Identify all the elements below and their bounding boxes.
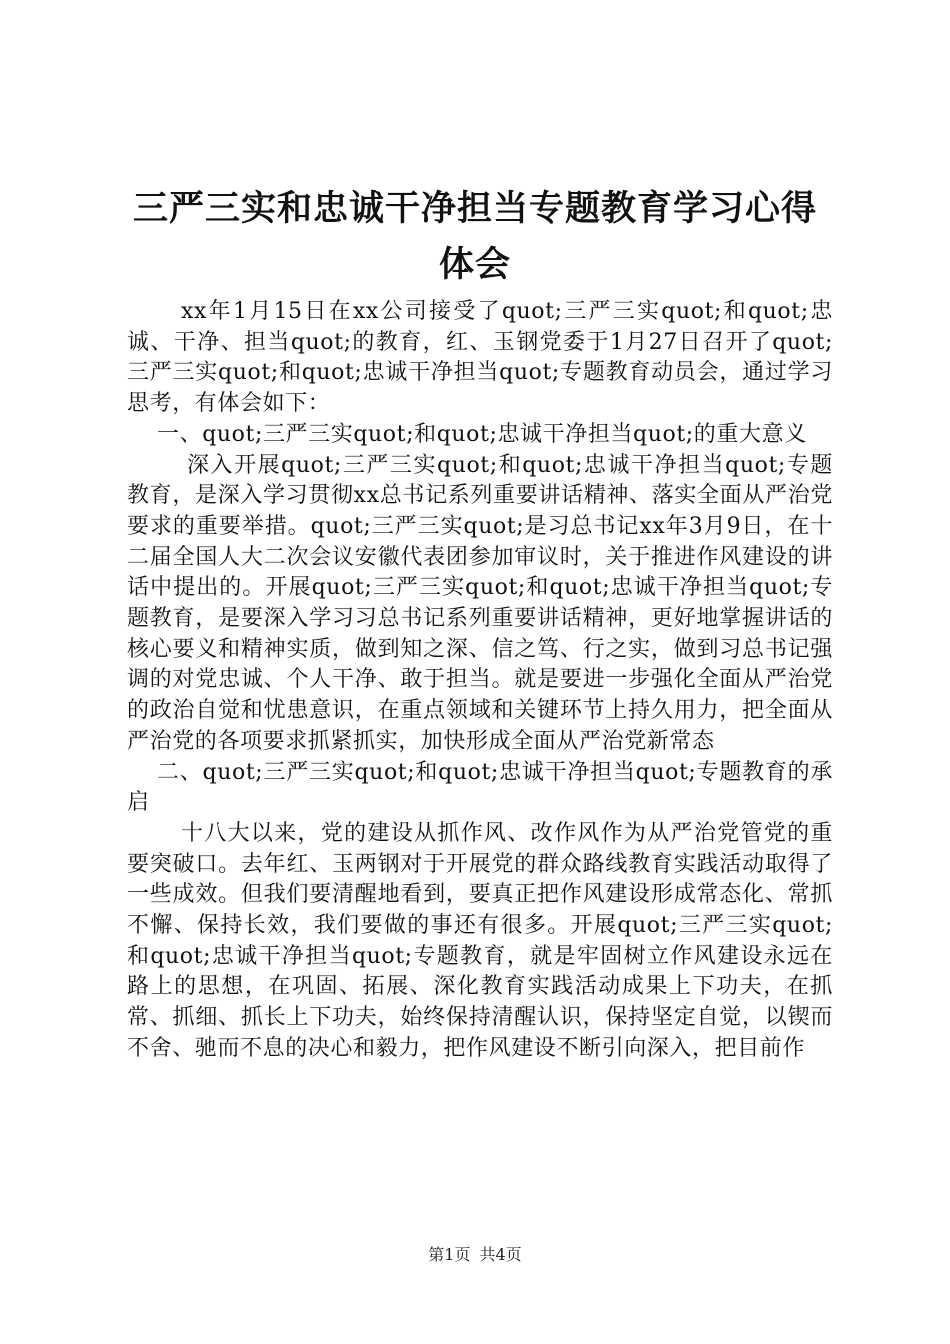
- body-paragraph-1: 深入开展quot;三严三实quot;和quot;忠诚干净担当quot;专题教育，是深入学习贯彻xx总书记系列重要讲话精神、落实全面从严治党要求的重要举措。quot;三严三实quot;是习总书记xx年3月9日，在十二届全国人大二次会议安徽代表团参加审议时，关于推进作风建设的讲话中提出的。开展quot;三严三实quot;和quot;忠诚干净担当quot;专题教育，是要深入学习习总书记系列重要讲话精神，更好地掌握讲话的核心要义和精神实质，做到知之深、信之笃、行之实，做到习总书记强调的对党忠诚、个人干净、敢于担当。就是要进一步强化全面从严治党的政治自觉和忧患意识，在重点领域和关键环节上持久用力，把全面从严治党的各项要求抓紧抓实，加快形成全面从严治党新常态: [127, 452, 833, 754]
- section-heading-1: 一、quot;三严三实quot;和quot;忠诚干净担当quot;的重大意义: [157, 421, 807, 447]
- page-number-footer: 第1页 共4页: [428, 1245, 522, 1264]
- document-body: [127, 297, 833, 1065]
- body-paragraph-intro: xx年1月15日在xx公司接受了quot;三严三实quot;和quot;忠诚、干净、担当quot;的教育，红、玉钢党委于1月27日召开了quot;三严三实quot;和quot;忠诚干净担当quot;专题教育动员会，通过学习思考，有体会如下：: [127, 299, 833, 417]
- body-paragraph-2: 十八大以来，党的建设从抓作风、改作风作为从严治党管党的重要突破口。去年红、玉两钢对于开展党的群众路线教育实践活动取得了一些成效。但我们要清醒地看到，要真正把作风建设形成常态化、常抓不懈、保持长效，我们要做的事还有很多。开展quot;三严三实quot;和quot;忠诚干净担当quot;专题教育，就是牢固树立作风建设永远在路上的思想，在巩固、拓展、深化教育实践活动成果上下功夫，在抓常、抓细、抓长上下功夫，始终保持清醒认识，保持坚定自觉，以锲而不舍、驰而不息的决心和毅力，把作风建设不断引向深入，把目前作: [127, 820, 833, 1061]
- section-heading-2: 二、quot;三严三实quot;和quot;忠诚干净担当quot;专题教育的承启: [127, 759, 833, 816]
- document-title: 三严三实和忠诚干净担当专题教育学习心得体会: [132, 188, 817, 286]
